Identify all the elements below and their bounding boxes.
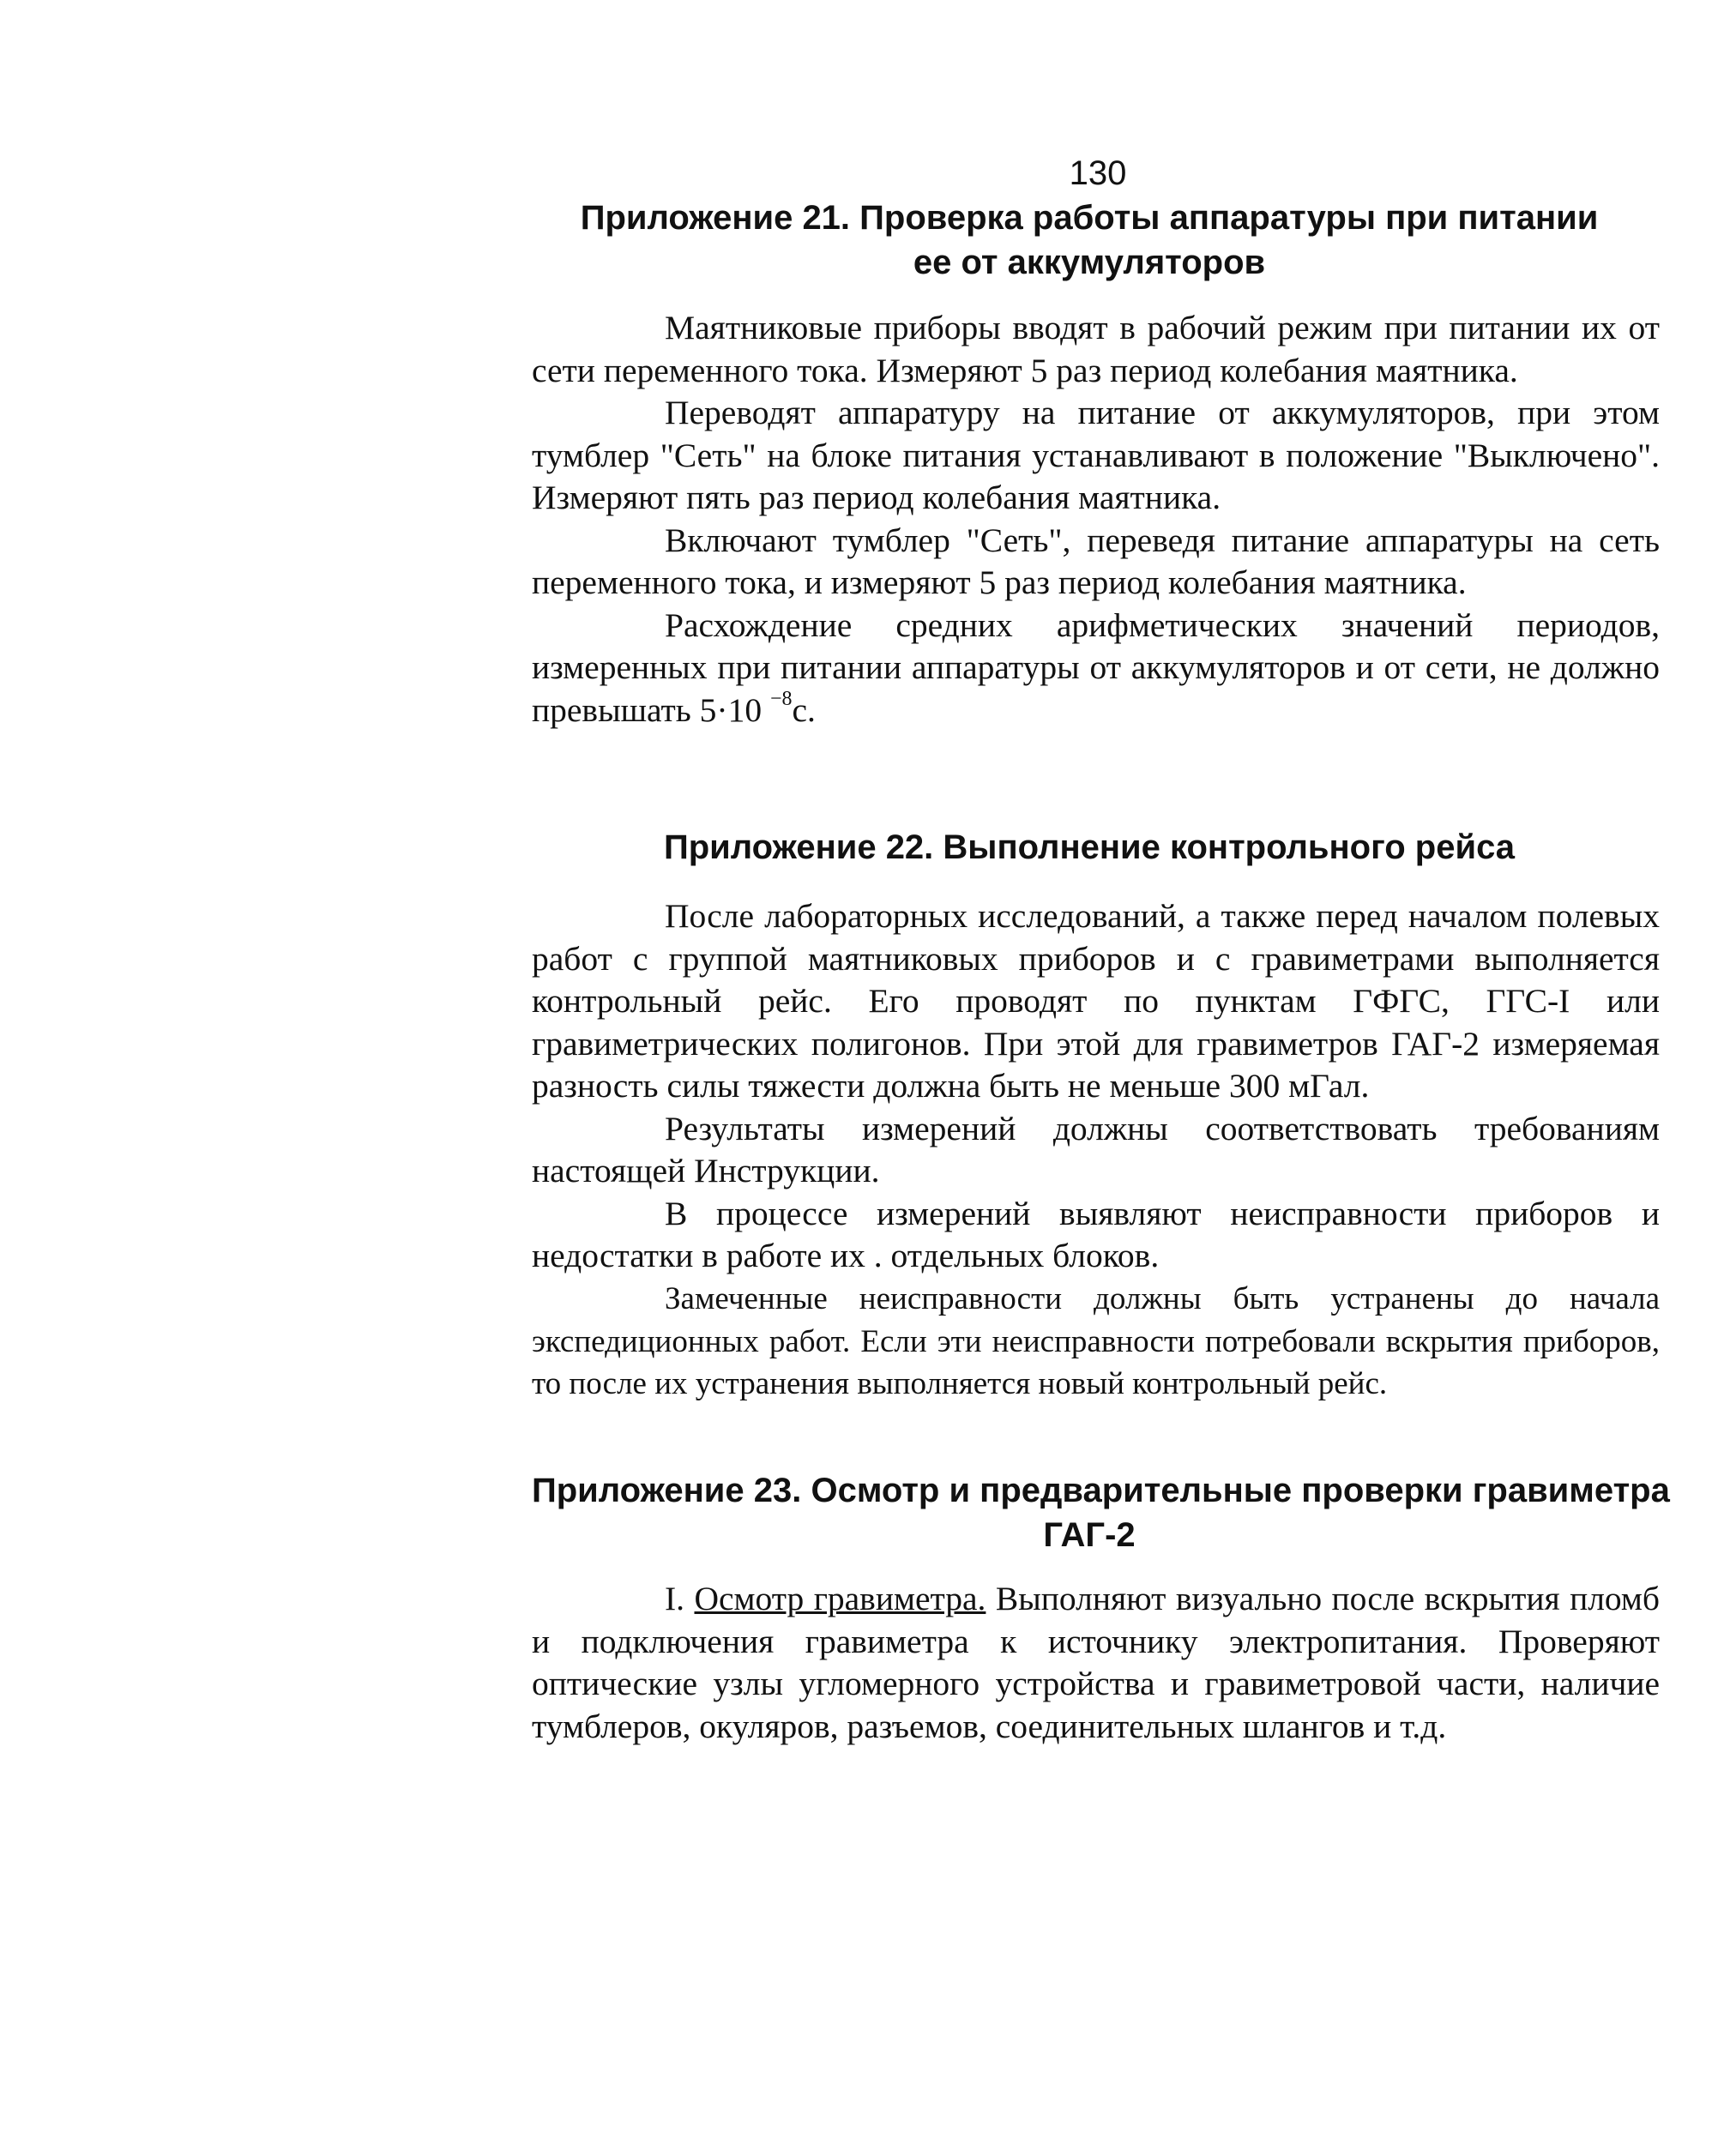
appendix-21-title-line-2: ее от аккумуляторов: [913, 244, 1266, 281]
paragraph: В процессе измерений выявляют неисправности приборов и недостатки в работе их . отдельных блоков.: [532, 1194, 1660, 1274]
appendix-21-body: [532, 307, 1660, 732]
paragraph-with-formula: [532, 605, 1660, 732]
paragraph-text: Расхождение средних арифметических значений периодов, измеренных при питании аппаратуры от аккумуляторов и от сети, не должно превышать 5·10: [532, 605, 1660, 729]
paragraph: Переводят аппаратуру на питание от аккумуляторов, при этом тумблер "Сеть" на блоке питания устанавливают в положение "Выключено". Измеряют пять раз период колебания маятника.: [532, 394, 1660, 516]
appendix-21-title: [532, 196, 1647, 285]
appendix-23-body: [532, 1578, 1660, 1748]
paragraph: [532, 1578, 1660, 1748]
item-heading: Осмотр гравиметра.: [694, 1580, 986, 1617]
appendix-22-body-final: [532, 1278, 1660, 1406]
exponent: −8: [769, 688, 793, 711]
appendix-23-title-line-2: ГАГ-2: [1043, 1516, 1136, 1554]
page-number: 130: [1069, 154, 1127, 192]
unit: с.: [792, 690, 816, 729]
paragraph: Маятниковые приборы вводят в рабочий режим при питании их от сети переменного тока. Измеряют 5 раз период колебания маятника.: [532, 309, 1660, 389]
item-text: Выполняют визуально после вскрытия пломб и подключения гравиметра к источнику электропитания. Проверяют оптические узлы угломерного устройства и гравиметровой части, наличие тумблеров, окуляров, разъемов, соединительных шлангов и т.д.: [532, 1580, 1661, 1745]
appendix-23-title-line-1: Приложение 23. Осмотр и предварительные проверки гравиметра: [532, 1472, 1670, 1509]
paragraph: После лабораторных исследований, а также перед началом полевых работ с группой маятниковых приборов и с гравиметрами выполняется контрольный рейс. Его проводят по пунктам ГФГС, ГГС-I или гравиметрических полигонов. При этой для гравиметров ГАГ-2 измеряемая разность силы тяжести должна быть не меньше 300 мГал.: [532, 897, 1660, 1105]
appendix-21-title-line-1: Приложение 21. Проверка работы аппаратуры при питании: [580, 199, 1599, 237]
appendix-22-body: [532, 895, 1660, 1278]
appendix-23-title: [532, 1468, 1670, 1557]
paragraph: Включают тумблер "Сеть", переведя питание аппаратуры на сеть переменного тока, и измеряют 5 раз период колебания маятника.: [532, 521, 1660, 601]
appendix-22-title: [532, 825, 1647, 870]
paragraph: Замеченные неисправности должны быть устранены до начала экспедиционных работ. Если эти неисправности потребовали вскрытия приборов, то после их устранения выполняется новый контрольный рейс.: [532, 1281, 1660, 1401]
item-number: I.: [665, 1580, 685, 1617]
paragraph: Результаты измерений должны соответствовать требованиям настоящей Инструкции.: [532, 1109, 1660, 1189]
appendix-22-title-line: Приложение 22. Выполнение контрольного рейса: [663, 828, 1516, 866]
